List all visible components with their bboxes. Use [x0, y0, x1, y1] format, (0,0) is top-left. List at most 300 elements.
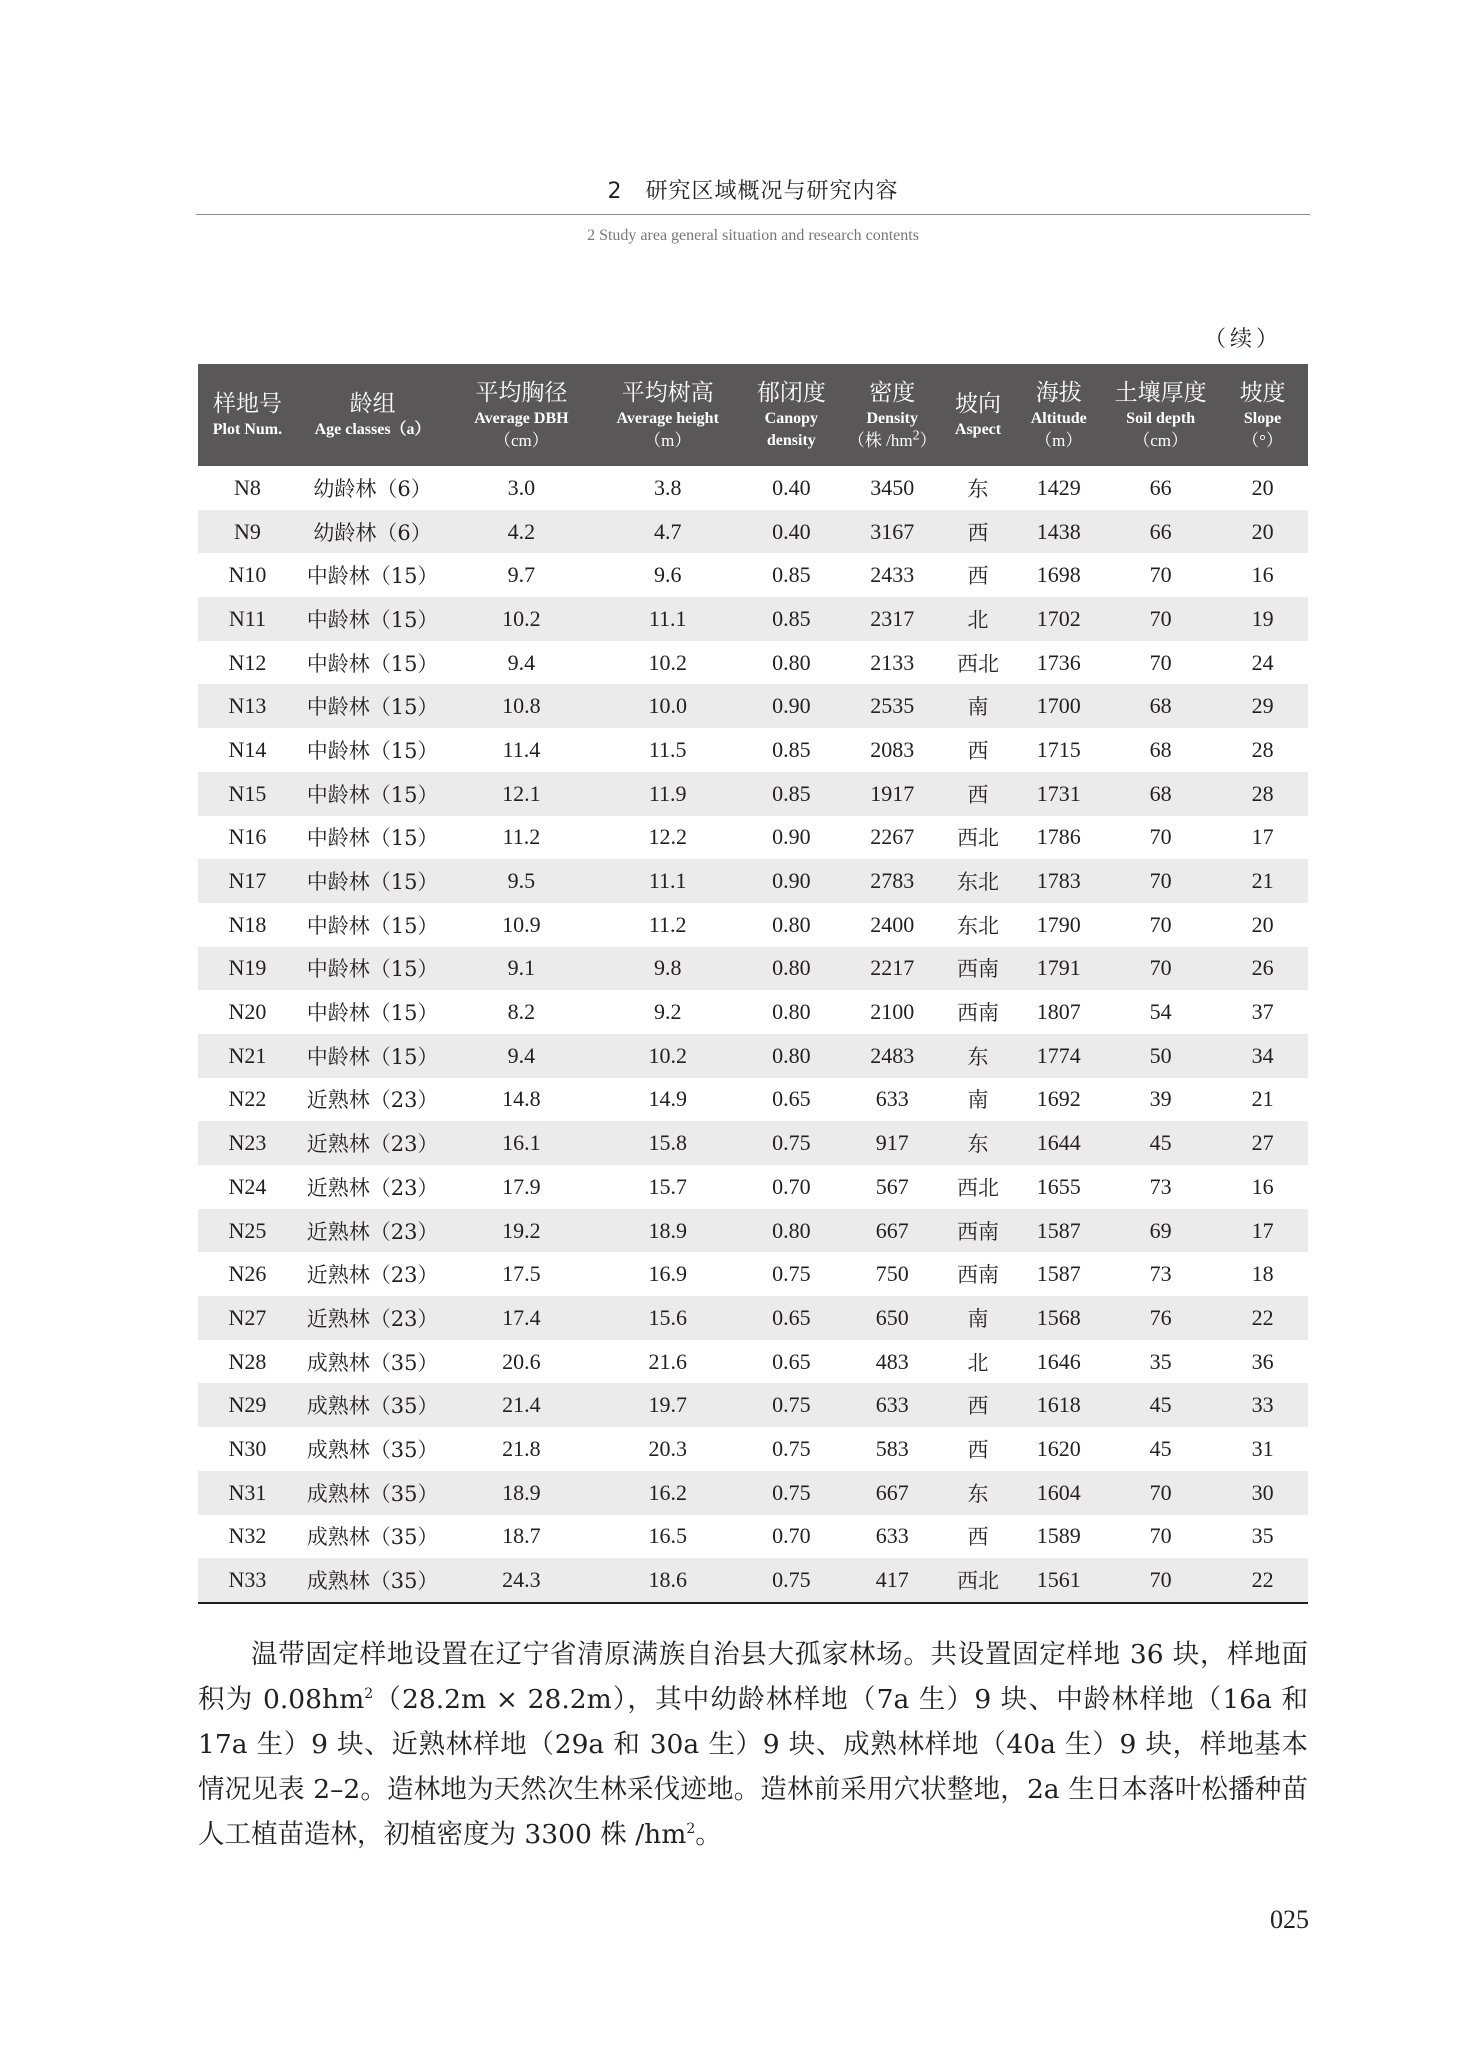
cell-aspect: 西北 — [957, 826, 999, 851]
cell-age: 中龄林（15） — [306, 651, 439, 676]
cell-height: 9.8 — [595, 947, 741, 991]
cell-canopy: 0.75 — [741, 1121, 842, 1165]
cell-slope: 34 — [1217, 1034, 1308, 1078]
cell-slope: 17 — [1217, 1209, 1308, 1253]
table-row — [198, 553, 1308, 597]
cell-plot: N28 — [228, 1348, 267, 1374]
cell-canopy: 0.85 — [772, 562, 811, 588]
continued-label: （续） — [1203, 327, 1282, 352]
cell-altitude: 1587 — [1036, 1261, 1081, 1287]
cell-slope: 19 — [1217, 597, 1308, 641]
cell-density: 2100 — [870, 999, 915, 1025]
table-row — [198, 1340, 1308, 1384]
cell-density: 2083 — [870, 736, 915, 762]
cell-aspect: 东 — [943, 1471, 1014, 1515]
cell-age: 中龄林（15） — [297, 859, 448, 903]
cell-height: 11.9 — [595, 772, 741, 816]
cell-altitude: 1646 — [1036, 1348, 1081, 1374]
cell-canopy: 0.75 — [741, 1383, 842, 1427]
cell-slope: 17 — [1251, 824, 1274, 850]
cell-height: 10.2 — [595, 1034, 741, 1078]
cell-aspect: 西南 — [943, 1209, 1014, 1253]
cell-aspect: 西北 — [957, 1175, 999, 1200]
cell-density: 2267 — [870, 824, 915, 850]
table-row — [198, 816, 1308, 860]
cell-canopy: 0.80 — [741, 947, 842, 991]
header-dbh: 平均胸径 Average DBH （cm） — [448, 364, 594, 466]
cell-plot: N24 — [228, 1173, 267, 1199]
cell-canopy: 0.80 — [772, 911, 811, 937]
cell-aspect: 西 — [943, 510, 1014, 554]
cell-dbh: 9.5 — [448, 859, 594, 903]
cell-age: 近熟林（23） — [297, 1209, 448, 1253]
cell-soil: 70 — [1104, 597, 1217, 641]
cell-aspect: 东 — [943, 1121, 1014, 1165]
table-row — [198, 772, 1308, 816]
cell-soil: 68 — [1104, 772, 1217, 816]
cell-height: 15.8 — [595, 1121, 741, 1165]
table-row — [198, 1515, 1308, 1559]
cell-height: 16.2 — [595, 1471, 741, 1515]
cell-aspect: 西南 — [957, 1001, 999, 1026]
cell-plot: N8 — [234, 474, 261, 500]
cell-soil: 39 — [1149, 1086, 1172, 1112]
cell-plot: N23 — [198, 1121, 297, 1165]
cell-density: 417 — [842, 1558, 943, 1603]
cell-slope: 16 — [1251, 562, 1274, 588]
header-slope: 坡度 Slope （°） — [1217, 364, 1308, 466]
cell-density: 2317 — [842, 597, 943, 641]
cell-height: 9.2 — [653, 999, 682, 1025]
cell-density: 667 — [842, 1209, 943, 1253]
cell-age: 中龄林（15） — [306, 738, 439, 763]
cell-dbh: 9.1 — [448, 947, 594, 991]
cell-height: 3.8 — [653, 474, 682, 500]
cell-plot: N29 — [198, 1383, 297, 1427]
cell-slope: 18 — [1251, 1261, 1274, 1287]
cell-slope: 21 — [1251, 1086, 1274, 1112]
cell-dbh: 8.2 — [507, 999, 536, 1025]
cell-canopy: 0.70 — [772, 1523, 811, 1549]
cell-density: 2535 — [842, 684, 943, 728]
cell-height: 11.1 — [595, 859, 741, 903]
cell-density: 583 — [875, 1435, 909, 1461]
cell-height: 11.1 — [595, 597, 741, 641]
cell-dbh: 11.4 — [502, 736, 541, 762]
table-row — [198, 1252, 1308, 1296]
header-age: 龄组 Age classes（a） — [297, 364, 448, 466]
table-row — [198, 1296, 1308, 1340]
cell-aspect: 西 — [967, 1437, 989, 1462]
cell-aspect: 北 — [967, 1350, 989, 1375]
cell-age: 成熟林（35） — [306, 1437, 439, 1462]
cell-altitude: 1438 — [1013, 510, 1104, 554]
cell-slope: 26 — [1217, 947, 1308, 991]
table-row — [198, 1078, 1308, 1122]
cell-soil: 66 — [1149, 474, 1172, 500]
cell-altitude: 1644 — [1013, 1121, 1104, 1165]
cell-plot: N26 — [228, 1261, 267, 1287]
cell-aspect: 东北 — [957, 913, 999, 938]
cell-plot: N32 — [228, 1523, 267, 1549]
cell-density: 2783 — [842, 859, 943, 903]
cell-soil: 50 — [1104, 1034, 1217, 1078]
cell-height: 10.2 — [648, 649, 687, 675]
table-row — [198, 597, 1308, 641]
cell-plot: N16 — [228, 824, 267, 850]
header-aspect: 坡向 Aspect — [943, 364, 1014, 466]
cell-altitude: 1702 — [1013, 597, 1104, 641]
cell-age: 中龄林（15） — [306, 1001, 439, 1026]
cell-soil: 73 — [1149, 1261, 1172, 1287]
cell-density: 2133 — [870, 649, 915, 675]
table-row — [198, 1471, 1308, 1515]
cell-altitude: 1736 — [1036, 649, 1081, 675]
cell-density: 567 — [875, 1173, 909, 1199]
header-rule — [196, 214, 1310, 215]
cell-age: 近熟林（23） — [306, 1175, 439, 1200]
cell-altitude: 1568 — [1013, 1296, 1104, 1340]
cell-density: 750 — [875, 1261, 909, 1287]
cell-plot: N10 — [228, 562, 267, 588]
cell-canopy: 0.85 — [772, 736, 811, 762]
cell-aspect: 西 — [943, 772, 1014, 816]
header-height: 平均树高 Average height （m） — [595, 364, 741, 466]
cell-dbh: 10.8 — [448, 684, 594, 728]
cell-dbh: 17.4 — [448, 1296, 594, 1340]
cell-soil: 70 — [1104, 1558, 1217, 1603]
cell-slope: 28 — [1217, 772, 1308, 816]
cell-density: 917 — [842, 1121, 943, 1165]
cell-plot: N19 — [198, 947, 297, 991]
cell-age: 成熟林（35） — [306, 1525, 439, 1550]
cell-aspect: 南 — [943, 1296, 1014, 1340]
table-header-row — [198, 364, 1308, 466]
cell-dbh: 9.4 — [448, 1034, 594, 1078]
cell-plot: N12 — [228, 649, 267, 675]
cell-plot: N20 — [228, 999, 267, 1025]
cell-dbh: 9.7 — [507, 562, 536, 588]
cell-age: 成熟林（35） — [297, 1471, 448, 1515]
cell-aspect: 东北 — [943, 859, 1014, 903]
cell-canopy: 0.90 — [741, 684, 842, 728]
cell-altitude: 1589 — [1036, 1523, 1081, 1549]
table-row — [198, 1034, 1308, 1078]
cell-canopy: 0.85 — [741, 772, 842, 816]
cell-dbh: 9.4 — [507, 649, 536, 675]
cell-height: 18.9 — [595, 1209, 741, 1253]
cell-soil: 70 — [1104, 1471, 1217, 1515]
cell-height: 19.7 — [595, 1383, 741, 1427]
cell-dbh: 21.8 — [502, 1435, 541, 1461]
table-row — [198, 1427, 1308, 1471]
cell-density: 633 — [875, 1086, 909, 1112]
chapter-title-en: 2 Study area general situation and research contents — [587, 227, 919, 244]
cell-plot: N9 — [198, 510, 297, 554]
cell-soil: 70 — [1149, 824, 1172, 850]
cell-dbh: 10.2 — [448, 597, 594, 641]
cell-slope: 24 — [1251, 649, 1274, 675]
cell-age: 近熟林（23） — [306, 1263, 439, 1288]
cell-slope: 21 — [1217, 859, 1308, 903]
cell-height: 20.3 — [648, 1435, 687, 1461]
cell-canopy: 0.80 — [772, 649, 811, 675]
cell-slope: 35 — [1251, 1523, 1274, 1549]
cell-height: 11.2 — [648, 911, 687, 937]
cell-soil: 70 — [1149, 911, 1172, 937]
cell-canopy: 0.90 — [772, 824, 811, 850]
cell-age: 近熟林（23） — [297, 1121, 448, 1165]
cell-age: 中龄林（15） — [306, 826, 439, 851]
cell-aspect: 南 — [967, 1088, 989, 1113]
cell-altitude: 1698 — [1036, 562, 1081, 588]
cell-slope: 22 — [1217, 1296, 1308, 1340]
cell-density: 2400 — [870, 911, 915, 937]
cell-density: 667 — [842, 1471, 943, 1515]
cell-dbh: 21.4 — [448, 1383, 594, 1427]
cell-density: 3450 — [870, 474, 915, 500]
cell-soil: 68 — [1104, 684, 1217, 728]
cell-altitude: 1786 — [1036, 824, 1081, 850]
cell-soil: 54 — [1149, 999, 1172, 1025]
table-row — [198, 1558, 1308, 1603]
cell-altitude: 1561 — [1013, 1558, 1104, 1603]
cell-slope: 20 — [1251, 911, 1274, 937]
cell-soil: 66 — [1104, 510, 1217, 554]
cell-plot: N33 — [198, 1558, 297, 1603]
cell-soil: 70 — [1104, 859, 1217, 903]
cell-age: 成熟林（35） — [297, 1383, 448, 1427]
table-row — [198, 903, 1308, 947]
cell-dbh: 17.9 — [502, 1173, 541, 1199]
cell-aspect: 东 — [967, 476, 989, 501]
cell-altitude: 1587 — [1013, 1209, 1104, 1253]
cell-altitude: 1791 — [1013, 947, 1104, 991]
cell-height: 11.5 — [648, 736, 687, 762]
cell-canopy: 0.75 — [772, 1261, 811, 1287]
plot-table — [198, 364, 1308, 1604]
cell-slope: 27 — [1217, 1121, 1308, 1165]
cell-altitude: 1655 — [1036, 1173, 1081, 1199]
cell-aspect: 西南 — [957, 1263, 999, 1288]
cell-soil: 76 — [1104, 1296, 1217, 1340]
table-row — [198, 1383, 1308, 1427]
cell-aspect: 西 — [943, 1383, 1014, 1427]
cell-aspect: 西 — [967, 1525, 989, 1550]
cell-plot: N22 — [228, 1086, 267, 1112]
cell-age: 幼龄林（6） — [313, 476, 432, 501]
cell-plot: N21 — [198, 1034, 297, 1078]
cell-plot: N17 — [198, 859, 297, 903]
cell-plot: N15 — [198, 772, 297, 816]
cell-density: 483 — [875, 1348, 909, 1374]
cell-age: 成熟林（35） — [306, 1350, 439, 1375]
cell-height: 15.6 — [595, 1296, 741, 1340]
cell-slope: 36 — [1251, 1348, 1274, 1374]
cell-canopy: 0.70 — [772, 1173, 811, 1199]
cell-age: 中龄林（15） — [297, 772, 448, 816]
cell-age: 幼龄林（6） — [297, 510, 448, 554]
cell-density: 3167 — [842, 510, 943, 554]
cell-height: 18.6 — [595, 1558, 741, 1603]
cell-soil: 70 — [1104, 947, 1217, 991]
cell-soil: 70 — [1149, 1523, 1172, 1549]
cell-plot: N14 — [228, 736, 267, 762]
table-row — [198, 728, 1308, 772]
cell-canopy: 0.40 — [772, 474, 811, 500]
cell-density: 1917 — [842, 772, 943, 816]
cell-slope: 33 — [1217, 1383, 1308, 1427]
table-row — [198, 1121, 1308, 1165]
cell-slope: 20 — [1251, 474, 1274, 500]
header-density: 密度 Density （株 $/hm^2$） — [842, 364, 943, 466]
cell-dbh: 4.2 — [448, 510, 594, 554]
cell-dbh: 18.7 — [502, 1523, 541, 1549]
cell-canopy: 0.75 — [741, 1558, 842, 1603]
cell-slope: 22 — [1217, 1558, 1308, 1603]
cell-dbh: 17.5 — [502, 1261, 541, 1287]
cell-plot: N11 — [198, 597, 297, 641]
cell-canopy: 0.80 — [741, 1209, 842, 1253]
cell-plot: N31 — [198, 1471, 297, 1515]
header-altitude: 海拔 Altitude （m） — [1013, 364, 1104, 466]
cell-height: 12.2 — [648, 824, 687, 850]
cell-plot: N13 — [198, 684, 297, 728]
paragraph: 温带固定样地设置在辽宁省清原满族自治县大孤家林场。共设置固定样地 36 块，样地面积为 $0.08hm^2(28.2m \times 28.2m)$，其中幼龄林样地（7a 生）9 块、中龄林样地（16a 和 17a 生）9 块、近熟林样地（29a 和 30a 生）9 块、成熟林样地（40a 生）9 块，样地基本情况见表 2–2。造林地为天然次生林采伐迹地。造林前采用穴状整地，2a 生日本落叶松播种苗人工植苗造林，初植密度为 3300 株 $/hm^2$。 — [198, 1639, 1309, 1850]
cell-soil: 68 — [1149, 736, 1172, 762]
cell-height: 10.0 — [595, 684, 741, 728]
cell-canopy: 0.80 — [772, 999, 811, 1025]
cell-altitude: 1618 — [1013, 1383, 1104, 1427]
cell-aspect: 西北 — [957, 651, 999, 676]
cell-height: 16.5 — [648, 1523, 687, 1549]
cell-dbh: 12.1 — [448, 772, 594, 816]
cell-height: 16.9 — [648, 1261, 687, 1287]
table-row — [198, 859, 1308, 903]
header-plot: 样地号 Plot Num. — [198, 364, 297, 466]
cell-soil: 70 — [1149, 562, 1172, 588]
table-row — [198, 510, 1308, 554]
cell-plot: N27 — [198, 1296, 297, 1340]
cell-altitude: 1700 — [1013, 684, 1104, 728]
cell-dbh: 14.8 — [502, 1086, 541, 1112]
cell-altitude: 1807 — [1036, 999, 1081, 1025]
cell-canopy: 0.75 — [741, 1471, 842, 1515]
cell-altitude: 1790 — [1036, 911, 1081, 937]
table-body — [198, 466, 1308, 1603]
cell-aspect: 西 — [967, 738, 989, 763]
cell-altitude: 1731 — [1013, 772, 1104, 816]
cell-plot: N30 — [228, 1435, 267, 1461]
cell-canopy: 0.75 — [772, 1435, 811, 1461]
cell-dbh: 10.9 — [502, 911, 541, 937]
cell-age: 成熟林（35） — [297, 1558, 448, 1603]
cell-plot: N18 — [228, 911, 267, 937]
cell-age: 中龄林（15） — [297, 597, 448, 641]
cell-density: 650 — [842, 1296, 943, 1340]
cell-altitude: 1692 — [1036, 1086, 1081, 1112]
cell-dbh: 11.2 — [502, 824, 541, 850]
cell-aspect: 东 — [943, 1034, 1014, 1078]
cell-slope: 37 — [1251, 999, 1274, 1025]
cell-altitude: 1604 — [1013, 1471, 1104, 1515]
cell-aspect: 北 — [943, 597, 1014, 641]
cell-altitude: 1429 — [1036, 474, 1081, 500]
table-row — [198, 947, 1308, 991]
cell-soil: 69 — [1104, 1209, 1217, 1253]
chapter-title: 2 研究区域概况与研究内容 — [607, 179, 899, 204]
cell-density: 2217 — [842, 947, 943, 991]
cell-soil: 35 — [1149, 1348, 1172, 1374]
cell-canopy: 0.90 — [741, 859, 842, 903]
cell-canopy: 0.65 — [772, 1086, 811, 1112]
cell-aspect: 西北 — [943, 1558, 1014, 1603]
cell-age: 中龄林（15） — [306, 913, 439, 938]
cell-age: 中龄林（15） — [297, 1034, 448, 1078]
cell-dbh: 20.6 — [502, 1348, 541, 1374]
cell-altitude: 1774 — [1013, 1034, 1104, 1078]
cell-age: 近熟林（23） — [297, 1296, 448, 1340]
cell-height: 21.6 — [648, 1348, 687, 1374]
cell-density: 633 — [875, 1523, 909, 1549]
cell-canopy: 0.85 — [741, 597, 842, 641]
cell-aspect: 西 — [967, 564, 989, 589]
cell-altitude: 1620 — [1036, 1435, 1081, 1461]
cell-age: 中龄林（15） — [297, 684, 448, 728]
header-soil: 土壤厚度 Soil depth （cm） — [1104, 364, 1217, 466]
table-row — [198, 990, 1308, 1034]
cell-altitude: 1783 — [1013, 859, 1104, 903]
cell-height: 15.7 — [648, 1173, 687, 1199]
cell-slope: 20 — [1217, 510, 1308, 554]
cell-dbh: 19.2 — [448, 1209, 594, 1253]
table-row — [198, 466, 1308, 510]
table-row — [198, 1165, 1308, 1209]
cell-aspect: 南 — [943, 684, 1014, 728]
page-number: 025 — [1270, 1905, 1309, 1934]
cell-canopy: 0.65 — [772, 1348, 811, 1374]
cell-dbh: 18.9 — [448, 1471, 594, 1515]
cell-soil: 70 — [1149, 649, 1172, 675]
cell-age: 中龄林（15） — [306, 564, 439, 589]
cell-soil: 73 — [1149, 1173, 1172, 1199]
cell-density: 633 — [842, 1383, 943, 1427]
cell-slope: 28 — [1251, 736, 1274, 762]
table-row — [198, 641, 1308, 685]
cell-plot: N25 — [198, 1209, 297, 1253]
table-row — [198, 684, 1308, 728]
cell-soil: 45 — [1149, 1435, 1172, 1461]
cell-height: 9.6 — [653, 562, 682, 588]
cell-soil: 45 — [1104, 1383, 1217, 1427]
cell-slope: 30 — [1217, 1471, 1308, 1515]
cell-dbh: 3.0 — [507, 474, 536, 500]
cell-height: 14.9 — [648, 1086, 687, 1112]
cell-aspect: 西南 — [943, 947, 1014, 991]
cell-canopy: 0.40 — [741, 510, 842, 554]
cell-age: 近熟林（23） — [306, 1088, 439, 1113]
cell-canopy: 0.80 — [741, 1034, 842, 1078]
cell-height: 4.7 — [595, 510, 741, 554]
cell-canopy: 0.65 — [741, 1296, 842, 1340]
cell-slope: 31 — [1251, 1435, 1274, 1461]
cell-altitude: 1715 — [1036, 736, 1081, 762]
cell-density: 2433 — [870, 562, 915, 588]
cell-dbh: 16.1 — [448, 1121, 594, 1165]
body-paragraph — [198, 1632, 1308, 1857]
cell-soil: 45 — [1104, 1121, 1217, 1165]
cell-slope: 29 — [1217, 684, 1308, 728]
